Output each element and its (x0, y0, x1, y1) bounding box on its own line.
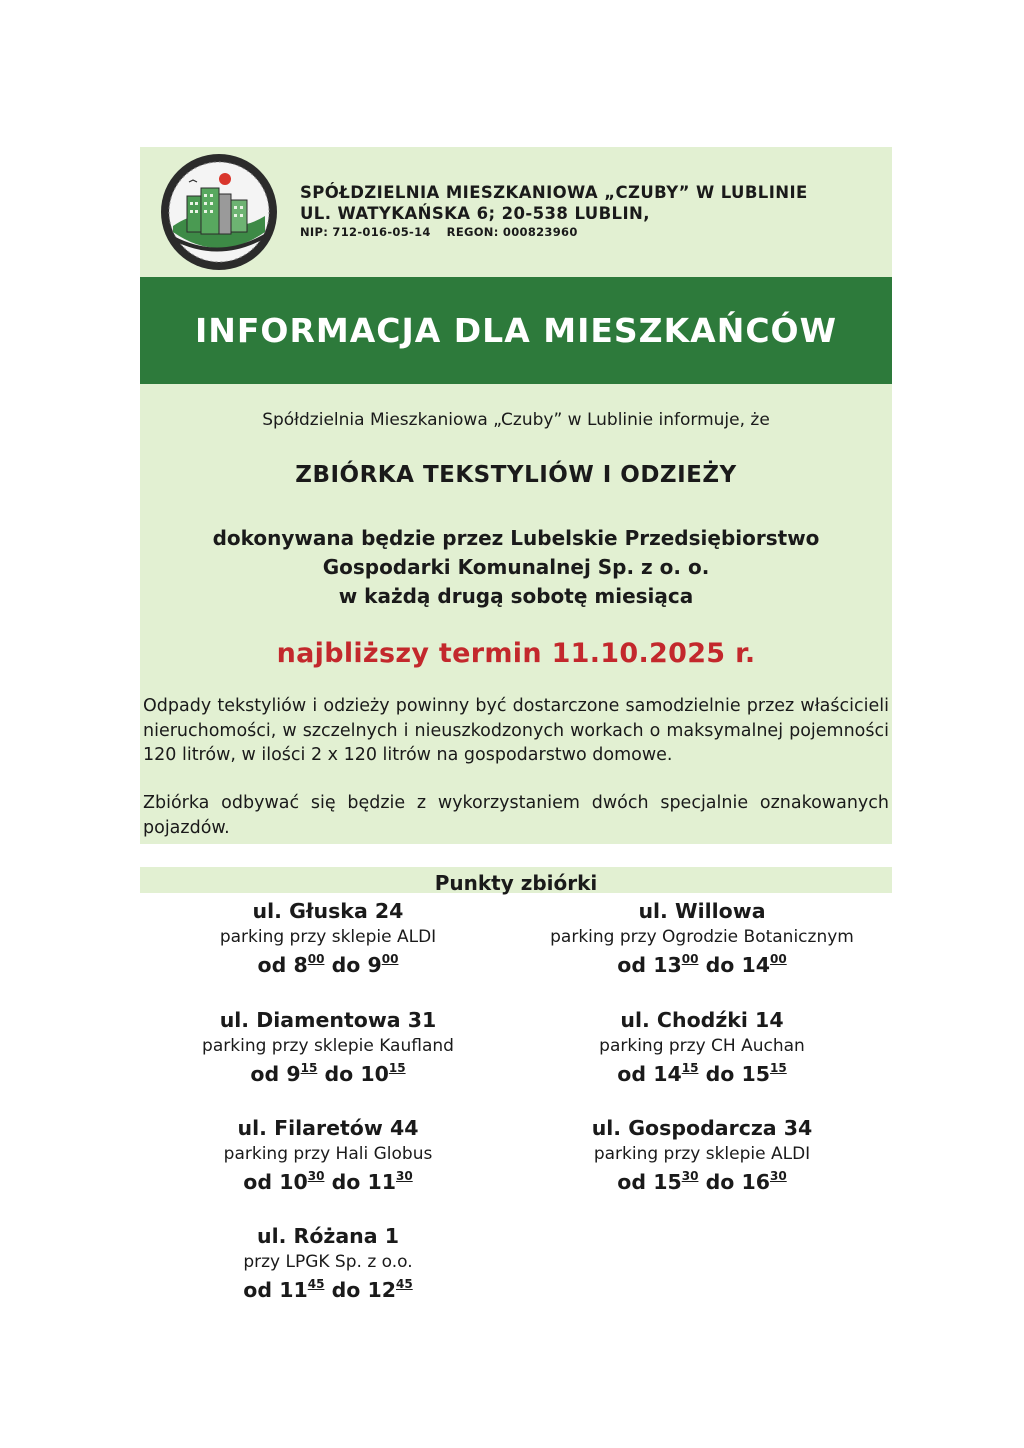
details-line: dokonywana będzie przez Lubelskie Przedsiębiorstwo (212, 526, 820, 550)
collection-point (128, 1223, 528, 1305)
org-name: SPÓŁDZIELNIA MIESZKANIOWA „CZUBY” W LUBLINIE (300, 183, 808, 202)
point-place: parking przy Ogrodzie Botanicznym (550, 927, 854, 947)
points-title-bar (140, 867, 892, 893)
organization-header (300, 182, 808, 241)
point-place: parking przy Hali Globus (223, 1144, 433, 1164)
banner-title: INFORMACJA DLA MIESZKAŃCÓW (194, 311, 837, 350)
point-place: parking przy sklepie ALDI (593, 1144, 811, 1164)
cooperative-logo-icon (159, 152, 279, 272)
org-nip: NIP: 712-016-05-14 (300, 225, 431, 239)
collection-point (128, 1007, 528, 1089)
point-time: od $13^{00}$ do $14^{00}$ (617, 952, 787, 977)
details-line: w każdą drugą sobotę miesiąca (338, 584, 694, 608)
headline: ZBIÓRKA TEKSTYLIÓW I ODZIEŻY (295, 462, 737, 488)
point-time: od $14^{15}$ do $15^{15}$ (617, 1061, 787, 1086)
title-banner (140, 277, 892, 384)
details-line: Gospodarki Komunalnej Sp. z o. o. (322, 555, 710, 579)
org-registration (300, 224, 808, 241)
org-regon: REGON: 000823960 (446, 225, 578, 239)
collection-point (128, 898, 528, 980)
point-time: od $15^{30}$ do $16^{30}$ (617, 1169, 787, 1194)
point-time: od $8^{00}$ do $9^{00}$ (257, 952, 399, 977)
point-street: ul. Gospodarcza 34 (591, 1116, 813, 1140)
instructions-paragraph: Odpady tekstyliów i odzieży powinny być dostarczone samodzielnie przez właścicieli nieruchomości, w szczelnych i nieuszkodzonych workach o maksymalnej pojemności 120 litrów, w ilości 2 x 120 litrów na gospodarstwo domowe. (143, 696, 889, 765)
collection-point (502, 1115, 902, 1197)
point-street: ul. Willowa (638, 899, 766, 923)
point-time: od $10^{30}$ do $11^{30}$ (243, 1169, 413, 1194)
org-address: UL. WATYKAŃSKA 6; 20-538 LUBLIN, (300, 204, 650, 223)
point-place: parking przy sklepie ALDI (219, 927, 437, 947)
next-date: najbliższy termin 11.10.2025 r. (276, 638, 756, 669)
point-time: od $9^{15}$ do $10^{15}$ (250, 1061, 406, 1086)
point-place: parking przy sklepie Kaufland (202, 1036, 454, 1056)
collection-point (502, 1007, 902, 1089)
point-street: ul. Filaretów 44 (237, 1116, 419, 1140)
point-street: ul. Diamentowa 31 (219, 1008, 437, 1032)
point-street: ul. Różana 1 (256, 1224, 399, 1248)
point-place: przy LPGK Sp. z o.o. (243, 1252, 413, 1272)
intro-text: Spółdzielnia Mieszkaniowa „Czuby” w Lublinie informuje, że (262, 410, 770, 430)
collection-point (502, 898, 902, 980)
point-place: parking przy CH Auchan (599, 1036, 805, 1056)
point-street: ul. Chodźki 14 (620, 1008, 784, 1032)
collection-point (128, 1115, 528, 1197)
collection-details (140, 524, 892, 611)
points-title: Punkty zbiórki (434, 871, 598, 895)
point-time: od $11^{45}$ do $12^{45}$ (243, 1277, 413, 1302)
point-street: ul. Głuska 24 (252, 899, 404, 923)
vehicles-paragraph: Zbiórka odbywać się będzie z wykorzystaniem dwóch specjalnie oznakowanych pojazdów. (143, 793, 889, 838)
